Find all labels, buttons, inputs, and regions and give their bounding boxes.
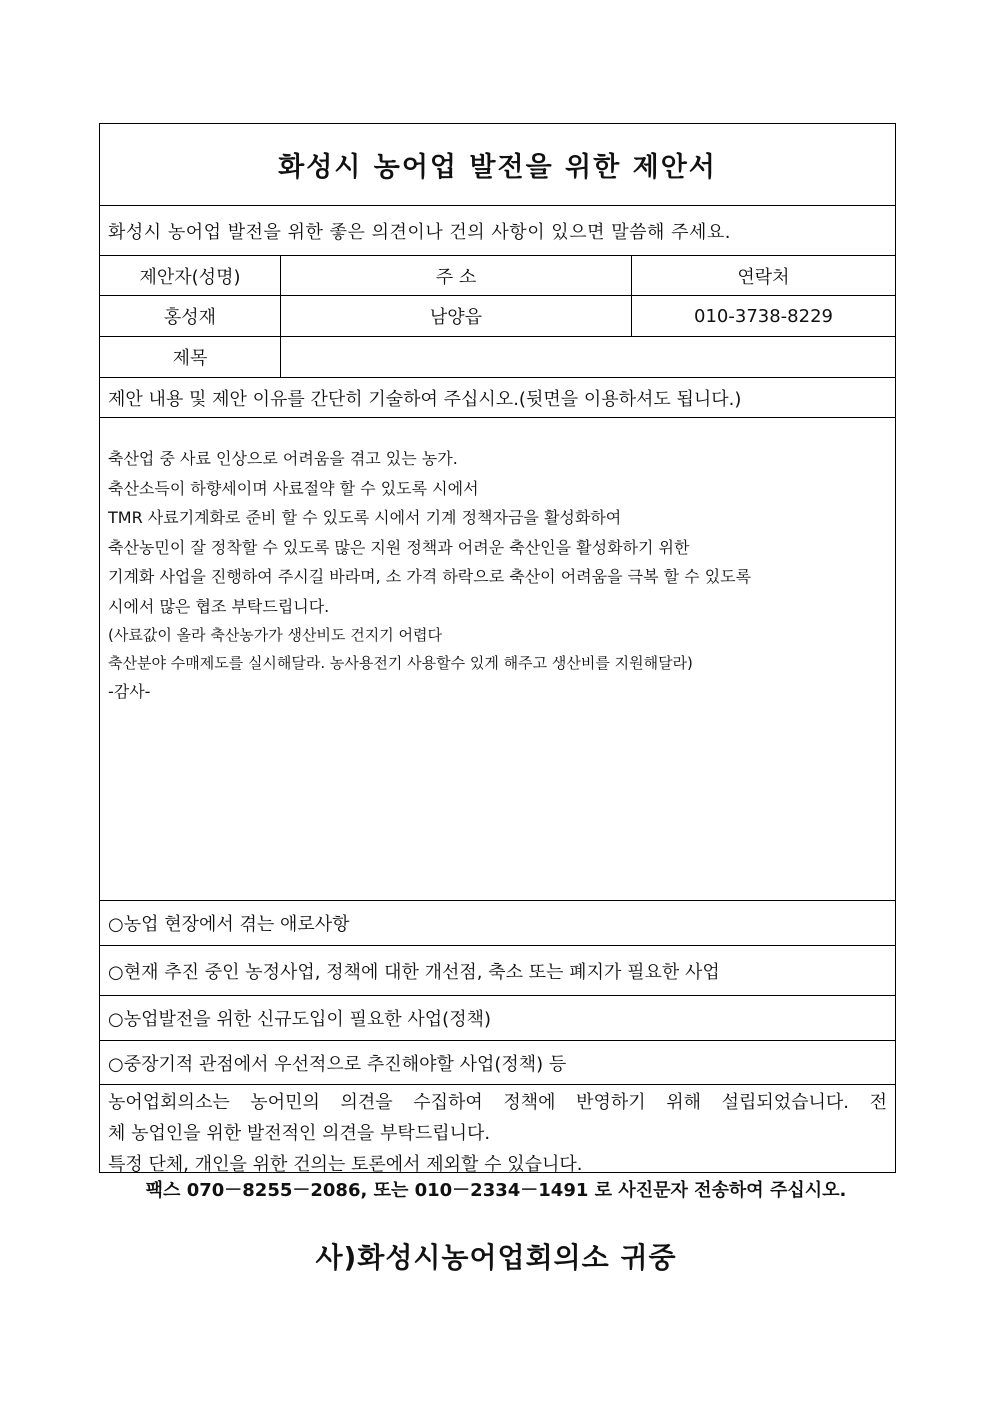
proposer-address: 남양읍 <box>281 296 632 336</box>
content-line: 축산업 중 사료 인상으로 어려움을 겪고 있는 농가. <box>108 449 458 468</box>
guide-item: ○현재 추진 중인 농정사업, 정책에 대한 개선점, 축소 또는 폐지가 필요한 사업 <box>100 946 895 996</box>
footer-line: 농어업회의소는 농어민의 의견을 수집하여 정책에 반영하기 위해 설립되었습니다. 전 <box>108 1092 887 1113</box>
header-row <box>100 256 895 296</box>
form-title: 화성시 농어업 발전을 위한 제안서 <box>100 124 895 206</box>
fax-notice: 팩스 070－8255－2086, 또는 010－2334－1491 로 사진문자 전송하여 주십시오. <box>145 1180 847 1201</box>
proposer-name: 홍성재 <box>100 296 281 336</box>
content-line: 축산분야 수매제도를 실시해달라. 농사용전기 사용할수 있게 해주고 생산비를 지원해달라) <box>108 654 693 672</box>
content-line: TMR 사료기계화로 준비 할 수 있도록 시에서 기계 정책자금을 활성화하여 <box>108 508 622 527</box>
proposer-contact: 010-3738-8229 <box>694 305 833 327</box>
footer-line: 체 농업인을 위한 발전적인 의견을 부탁드립니다. <box>108 1123 491 1144</box>
content-line: 축산소득이 하향세이며 사료절약 할 수 있도록 시에서 <box>108 478 479 498</box>
subject-row <box>100 337 895 378</box>
values-row <box>100 296 895 337</box>
form-intro: 화성시 농어업 발전을 위한 좋은 의견이나 건의 사항이 있으면 말씀해 주세요. <box>100 206 895 256</box>
contact-header: 연락처 <box>737 266 790 288</box>
proposal-form <box>99 123 896 1173</box>
footer-line: 특정 단체, 개인을 위한 건의는 토론에서 제외할 수 있습니다. <box>108 1154 583 1175</box>
content-line: 기계화 사업을 진행하여 주시길 바라며, 소 가격 하락으로 축산이 어려움을 극복 할 수 있도록 <box>108 567 752 586</box>
content-line: 축산농민이 잘 정착할 수 있도록 많은 지원 정책과 어려운 축산인을 활성화하기 위한 <box>108 537 690 557</box>
guide-item: ○농업 현장에서 겪는 애로사항 <box>100 901 895 946</box>
subject-label: 제목 <box>100 337 281 377</box>
proposer-header: 제안자(성명) <box>100 256 281 295</box>
content-closing: -감사- <box>108 682 151 701</box>
guide-item: ○중장기적 관점에서 우선적으로 추진해야할 사업(정책) 등 <box>108 1053 567 1075</box>
organization-name: 사)화성시농어업회의소 귀중 <box>315 1241 677 1274</box>
guide-item: ○농업발전을 위한 신규도입이 필요한 사업(정책) <box>100 996 895 1041</box>
footer-note <box>100 1084 895 1174</box>
address-header: 주 소 <box>281 256 632 295</box>
content-line: 시에서 많은 협조 부탁드립니다. <box>108 596 330 616</box>
instruction-text: 제안 내용 및 제안 이유를 간단히 기술하여 주십시오.(뒷면을 이용하셔도 됩니다.) <box>100 378 895 418</box>
subject-value <box>281 337 895 377</box>
content-line: (사료값이 올라 축산농가가 생산비도 건지기 어렵다 <box>108 626 442 644</box>
proposal-content <box>100 418 895 901</box>
